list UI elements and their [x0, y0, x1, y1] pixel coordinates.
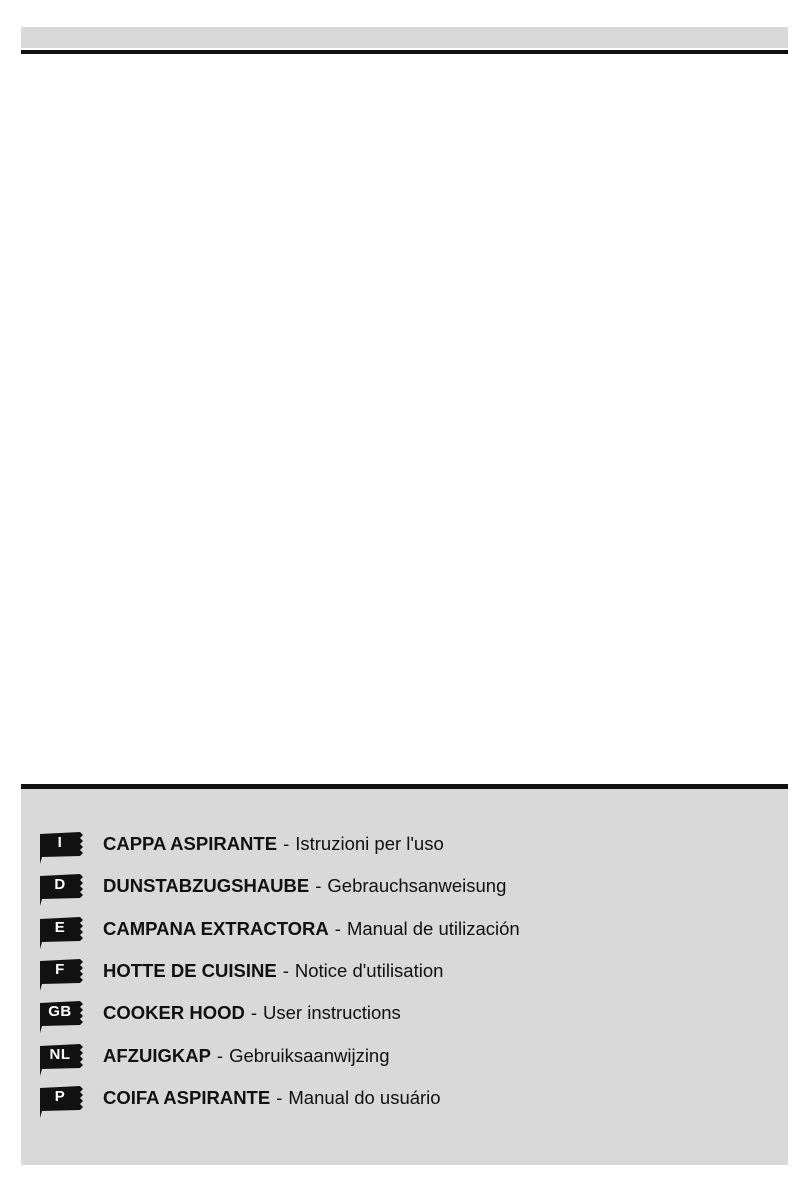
language-tab-icon: [40, 959, 84, 991]
language-code: GB: [48, 1003, 72, 1021]
language-list: [40, 827, 520, 1123]
language-code: E: [54, 918, 66, 936]
language-label: [103, 1045, 390, 1067]
language-separator: -: [315, 875, 322, 897]
language-tab-icon: [40, 1044, 84, 1076]
language-code: P: [54, 1087, 66, 1105]
language-title: CAMPANA EXTRACTORA: [103, 917, 329, 939]
language-separator: -: [334, 917, 341, 939]
language-subtitle: Gebrauchsanweisung: [327, 875, 507, 897]
language-title: DUNSTABZUGSHAUBE: [103, 875, 310, 897]
language-label: [103, 833, 444, 855]
language-tab-icon: [40, 832, 84, 864]
language-item-it: [40, 827, 520, 869]
language-label: [103, 960, 443, 982]
language-separator: -: [283, 833, 290, 855]
language-title: COIFA ASPIRANTE: [103, 1086, 271, 1108]
language-separator: -: [250, 1002, 258, 1024]
language-item-gb: [40, 996, 520, 1038]
language-label: [103, 1087, 441, 1109]
language-subtitle: Gebruiksaanwijzing: [229, 1044, 390, 1066]
top-band: [21, 27, 788, 48]
language-separator: -: [216, 1044, 224, 1066]
language-panel: [21, 789, 788, 1165]
language-tab-icon: [40, 874, 84, 906]
language-code: F: [55, 961, 65, 979]
language-label: [103, 918, 520, 940]
language-tab-icon: [40, 1001, 84, 1033]
language-code: D: [54, 876, 66, 894]
language-title: AFZUIGKAP: [103, 1044, 211, 1066]
language-tab-icon: [40, 917, 84, 949]
language-title: COOKER HOOD: [103, 1002, 245, 1024]
language-code: NL: [49, 1045, 71, 1063]
language-separator: -: [282, 960, 289, 982]
language-tab-icon: [40, 1086, 84, 1118]
language-item-de: [40, 869, 520, 911]
top-rule: [21, 50, 788, 54]
language-label: [103, 1002, 401, 1024]
language-subtitle: Notice d'utilisation: [294, 960, 444, 982]
language-separator: -: [276, 1086, 283, 1108]
language-item-nl: [40, 1038, 520, 1080]
language-subtitle: Istruzioni per l'uso: [295, 833, 444, 855]
language-item-pt: [40, 1081, 520, 1123]
language-item-es: [40, 912, 520, 954]
language-subtitle: User instructions: [263, 1002, 401, 1024]
language-item-fr: [40, 954, 520, 996]
language-subtitle: Manual de utilización: [346, 917, 520, 939]
language-title: HOTTE DE CUISINE: [103, 960, 277, 982]
language-code: I: [57, 834, 63, 852]
language-subtitle: Manual do usuário: [288, 1086, 441, 1108]
language-title: CAPPA ASPIRANTE: [103, 833, 278, 855]
language-label: [103, 875, 506, 897]
